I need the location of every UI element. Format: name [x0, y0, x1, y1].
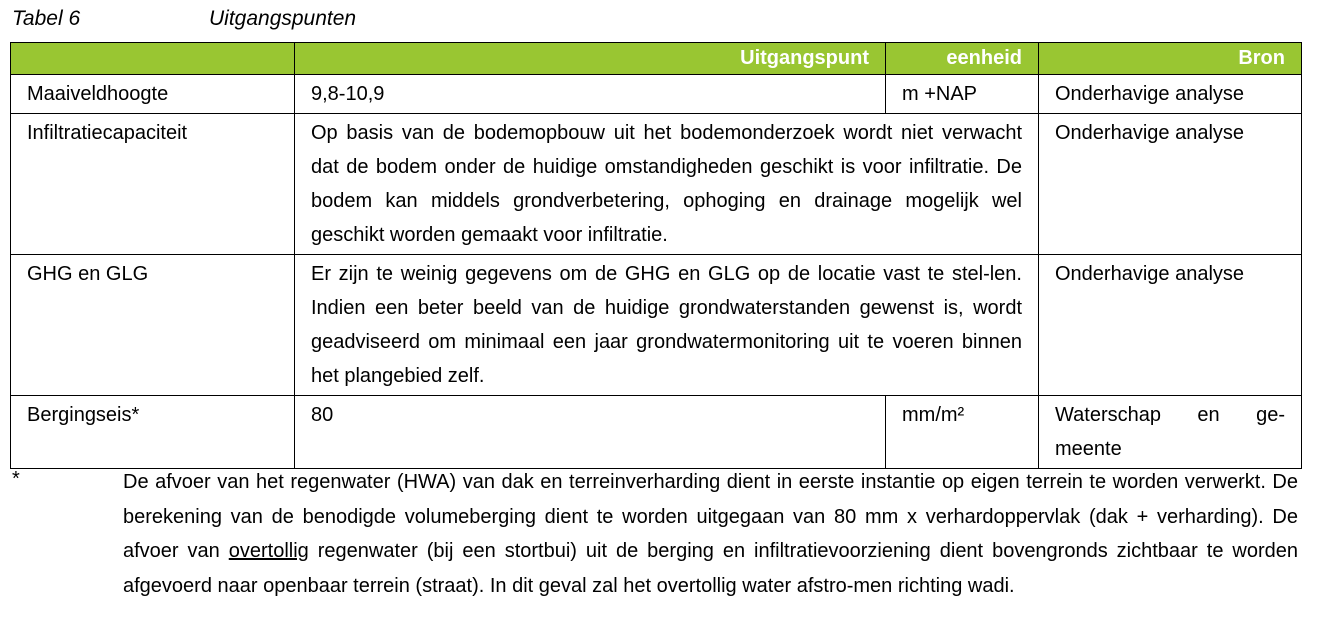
row-source — [1039, 396, 1302, 469]
table-row — [11, 396, 1302, 469]
footnote-text-after: regenwater (bij een stortbui) uit de berging en infiltratievoorziening dient bovengronds zichtbaar te worden afgevoerd naar openbaar terrein (straat). In dit geval zal het overtollig water afstro-men richting wadi. — [123, 540, 1298, 597]
row-unit: m +NAP — [886, 75, 1039, 114]
footnote-underlined-word: overtollig — [228, 540, 309, 562]
row-name: GHG en GLG — [11, 255, 295, 396]
caption-label: Tabel 6 — [12, 7, 81, 30]
row-name: Maaiveldhoogte — [11, 75, 295, 114]
footnote-text — [123, 465, 1298, 603]
table-row — [11, 255, 1302, 396]
table-row — [11, 75, 1302, 114]
header-bron: Bron — [1039, 43, 1302, 75]
caption-title: Uitgangspunten — [209, 7, 357, 30]
row-source: Onderhavige analyse — [1039, 255, 1302, 396]
footnote-text-before: De afvoer van het regenwater (HWA) van dak en terreinverharding dient in eerste instantie op eigen terrein te worden verwerkt. De berekening van de benodigde volumeberging dient te worden uitgegaan van 80 mm x verhardoppervlak (dak + verharding). De afvoer van — [123, 471, 1298, 562]
row-value: 80 — [295, 396, 886, 469]
row-value: Er zijn te weinig gegevens om de GHG en GLG op de locatie vast te stel-len. Indien een beter beeld van de huidige grondwaterstanden gewenst is, wordt geadviseerd om minimaal een jaar grondwatermonitoring uit te voeren binnen het plangebied zelf. — [295, 255, 1039, 396]
row-source: Onderhavige analyse — [1039, 75, 1302, 114]
table-row — [11, 114, 1302, 255]
uitgangspunten-table — [10, 42, 1302, 469]
table-caption — [12, 7, 357, 31]
row-source: Onderhavige analyse — [1039, 114, 1302, 255]
row-value: Op basis van de bodemopbouw uit het bodemonderzoek wordt niet verwacht dat de bodem onder de huidige omstandigheden geschikt is voor infiltratie. De bodem kan middels grondverbetering, ophoging en drainage mogelijk wel geschikt worden gemaakt voor infiltratie. — [295, 114, 1039, 255]
row-name: Bergingseis* — [11, 396, 295, 469]
footnote-mark: * — [12, 468, 20, 490]
row-source-line1: Waterschap en ge- — [1055, 404, 1285, 426]
header-eenheid: eenheid — [886, 43, 1039, 75]
header-empty — [11, 43, 295, 75]
table-header-row — [11, 43, 1302, 75]
row-name: Infiltratiecapaciteit — [11, 114, 295, 255]
row-unit: mm/m² — [886, 396, 1039, 469]
header-uitgangspunt: Uitgangspunt — [295, 43, 886, 75]
row-value: 9,8-10,9 — [295, 75, 886, 114]
row-source-line2: meente — [1055, 438, 1122, 460]
